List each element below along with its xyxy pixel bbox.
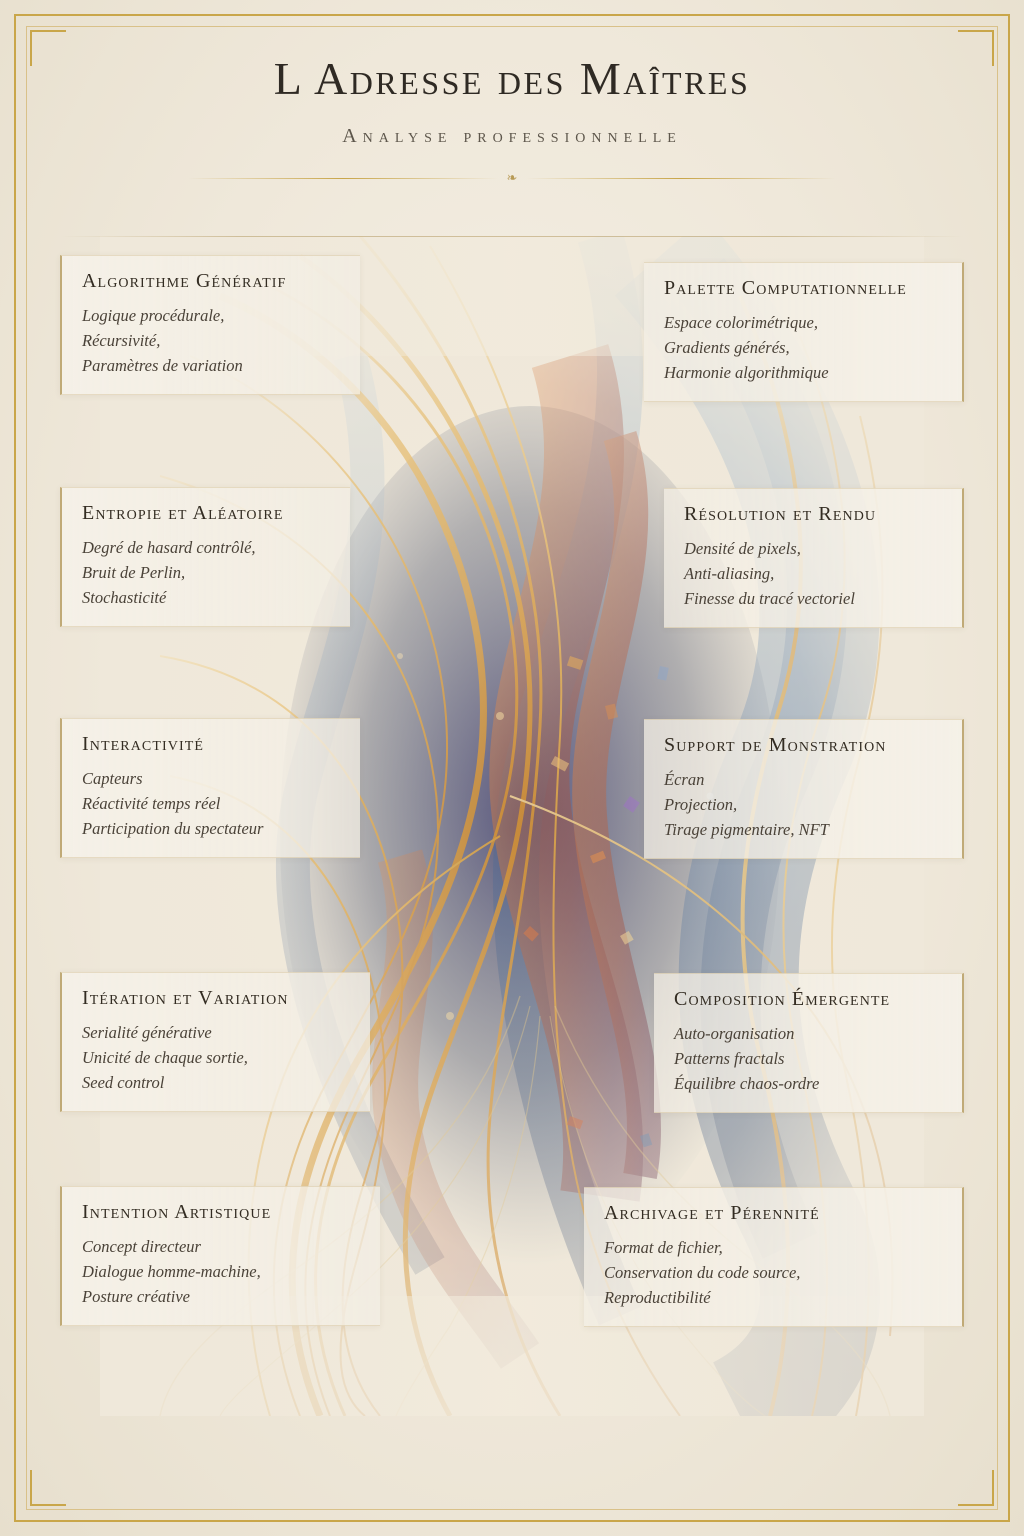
page-title: L Adresse des Maîtres xyxy=(273,53,751,104)
card-title: Algorithme Génératif xyxy=(82,270,287,292)
card-algorithme-generatif xyxy=(60,255,360,395)
card-title: Archivage et Pérennité xyxy=(604,1202,820,1224)
header-separator xyxy=(60,236,964,237)
card-title: Support de Monstration xyxy=(664,734,887,756)
card-line: Densité de pixels, xyxy=(684,539,801,558)
card-line: Tirage pigmentaire, NFT xyxy=(664,820,829,839)
header-divider xyxy=(0,170,1024,186)
card-line: Bruit de Perlin, xyxy=(82,563,186,582)
corner-ornament-bottom-right xyxy=(958,1470,994,1506)
card-line: Posture créative xyxy=(82,1287,190,1306)
card-palette-computationnelle xyxy=(644,262,964,402)
card-support-de-monstration xyxy=(644,719,964,859)
card-title: Entropie et Aléatoire xyxy=(82,502,284,524)
card-title: Interactivité xyxy=(82,733,205,755)
card-line: Équilibre chaos-ordre xyxy=(674,1074,820,1093)
card-line: Serialité générative xyxy=(82,1023,212,1042)
card-line: Réactivité temps réel xyxy=(82,794,221,813)
card-line: Projection, xyxy=(664,795,738,814)
card-line: Reproductibilité xyxy=(604,1288,711,1307)
card-line: Capteurs xyxy=(82,769,143,788)
card-line: Anti-aliasing, xyxy=(684,564,775,583)
card-line: Concept directeur xyxy=(82,1237,201,1256)
divider-line-left xyxy=(188,178,498,179)
card-line: Finesse du tracé vectoriel xyxy=(684,589,855,608)
card-line: Patterns fractals xyxy=(674,1049,785,1068)
corner-ornament-bottom-left xyxy=(30,1470,66,1506)
page-subtitle: Analyse professionnelle xyxy=(342,125,682,147)
card-title: Palette Computationnelle xyxy=(664,277,907,299)
card-line: Seed control xyxy=(82,1073,165,1092)
card-line: Participation du spectateur xyxy=(82,819,264,838)
card-line: Auto-organisation xyxy=(674,1024,795,1043)
card-archivage-et-perennite xyxy=(584,1187,964,1327)
card-resolution-et-rendu xyxy=(664,488,964,628)
card-line: Stochasticité xyxy=(82,588,167,607)
card-line: Conservation du code source, xyxy=(604,1263,801,1282)
card-intention-artistique xyxy=(60,1186,380,1326)
card-title: Résolution et Rendu xyxy=(684,503,877,525)
card-line: Paramètres de variation xyxy=(82,356,243,375)
card-line: Degré de hasard contrôlé, xyxy=(82,538,256,557)
card-line: Harmonie algorithmique xyxy=(664,363,829,382)
card-iteration-et-variation xyxy=(60,972,370,1112)
card-line: Logique procédurale, xyxy=(82,306,225,325)
card-line: Gradients générés, xyxy=(664,338,790,357)
card-title: Composition Émergente xyxy=(674,988,891,1010)
card-entropie-et-aleatoire xyxy=(60,487,350,627)
card-line: Dialogue homme-machine, xyxy=(82,1262,261,1281)
poster-header xyxy=(0,52,1024,186)
card-line: Unicité de chaque sortie, xyxy=(82,1048,248,1067)
card-interactivite xyxy=(60,718,360,858)
card-composition-emergente xyxy=(654,973,964,1113)
card-title: Itération et Variation xyxy=(82,987,289,1009)
card-line: Écran xyxy=(664,770,705,789)
ornament-icon: ❧ xyxy=(506,170,518,185)
card-line: Format de fichier, xyxy=(604,1238,723,1257)
card-line: Espace colorimétrique, xyxy=(664,313,818,332)
divider-line-right xyxy=(526,178,836,179)
card-title: Intention Artistique xyxy=(82,1201,272,1223)
card-line: Récursivité, xyxy=(82,331,161,350)
